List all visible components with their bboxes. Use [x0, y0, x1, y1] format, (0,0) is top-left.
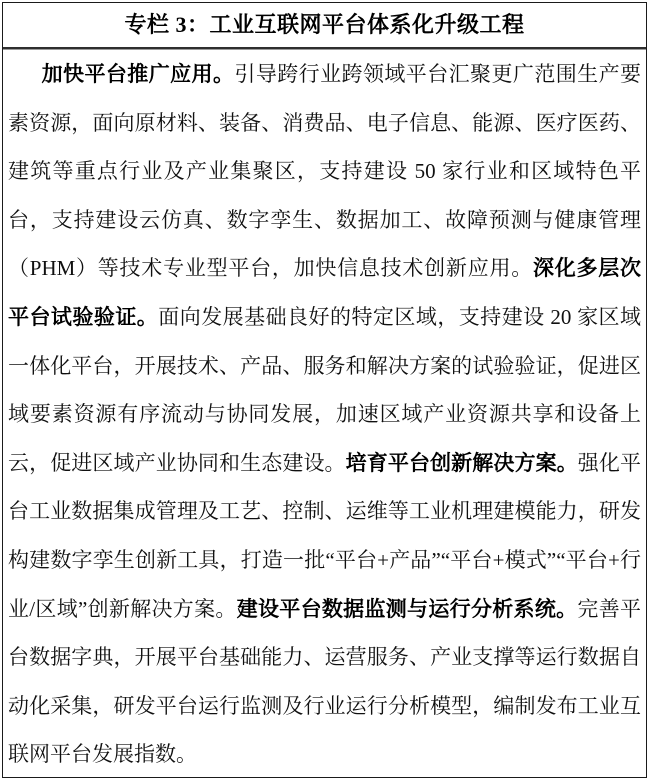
body-segment: 面向发展基础良好的特定区域，支持建设 20 家区域一体化平台，开展技术、产品、服务和解决方案的试验验证，促进区域要素资源有序流动与协同发展，加速区域产业资源共享和设备上云，促进区域产业协同和生态建设。 — [8, 304, 642, 475]
body-segment: 强化平台工业数据集成管理及工艺、控制、运维等工业机理建模能力，研发构建数字孪生创新工具，打造一批“平台+产品”“平台+模式”“平台+行业/区域”创新解决方案。 — [8, 450, 642, 621]
body-segment-heading: 建设平台数据监测与运行分析系统。 — [236, 596, 578, 621]
body-segment-heading: 加快平台推广应用。 — [41, 62, 235, 86]
body-segment: 完善平台数据字典，开展平台基础能力、运营服务、产业支撑等运行数据自动化采集，研发平台运行监测及行业运行分析模型，编制发布工业互联网平台发展指数。 — [8, 596, 642, 767]
body-segment-heading: 深化多层次平台试验验证。 — [8, 256, 642, 329]
body-segment: 引导跨行业跨领域平台汇聚更广范围生产要素资源，面向原材料、装备、消费品、电子信息、能源、医疗医药、建筑等重点行业及产业集聚区，支持建设 50 家行业和区域特色平台，支持建设云仿真、数字孪生、数据加工、故障预测与健康管理（PHM）等技术专业型平台，加快信息技术创新应用。 — [8, 62, 642, 281]
column-panel — [2, 2, 647, 778]
panel-body — [3, 49, 646, 777]
body-segment-heading: 培育平台创新解决方案。 — [345, 450, 578, 475]
panel-title: 专栏 3：工业互联网平台体系化升级工程 — [3, 3, 646, 49]
panel-body-text — [8, 50, 641, 777]
